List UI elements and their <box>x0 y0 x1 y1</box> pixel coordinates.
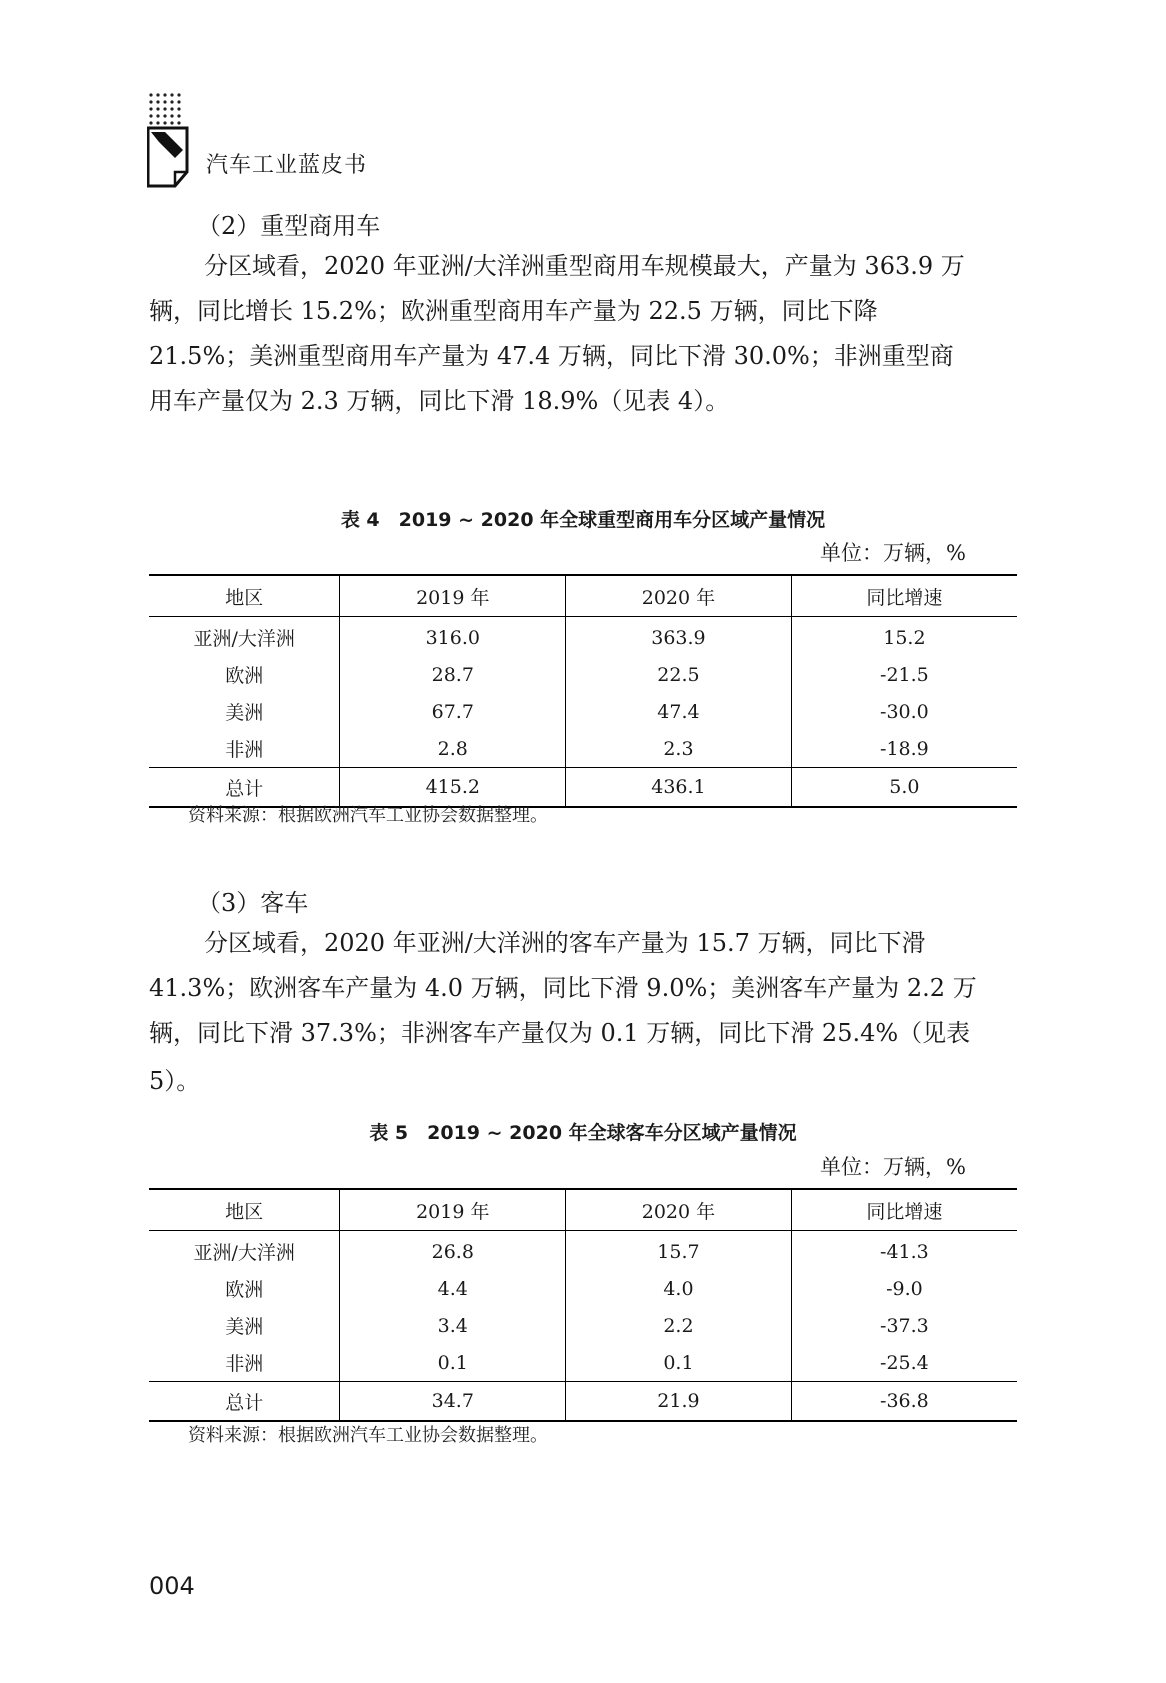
section-3-line-2: 41.3%；欧洲客车产量为 4.0 万辆，同比下滑 9.0%；美洲客车产量为 2.2 万 <box>149 974 977 1002</box>
cell-2020: 21.9 <box>566 1382 792 1422</box>
section-2-line-4: 用车产量仅为 2.3 万辆，同比下滑 18.9%（见表 4）。 <box>149 387 730 415</box>
cell-growth: -18.9 <box>791 730 1017 768</box>
cell-2020: 4.0 <box>566 1270 792 1307</box>
cell-2019: 2.8 <box>340 730 566 768</box>
cell-region: 亚洲/大洋洲 <box>193 1242 295 1264</box>
section-2-line-3: 21.5%；美洲重型商用车产量为 47.4 万辆，同比下滑 30.0%；非洲重型商 <box>149 342 954 370</box>
cell-2019: 3.4 <box>340 1307 566 1344</box>
cell-growth: -21.5 <box>791 656 1017 693</box>
column-header-2020: 2020 年 <box>566 575 792 617</box>
table-5-unit: 单位：万辆，% <box>820 1155 966 1179</box>
cell-2020: 47.4 <box>566 693 792 730</box>
column-header-region: 地区 <box>149 575 340 617</box>
table-row <box>149 1231 1017 1271</box>
table-5 <box>149 1188 1017 1422</box>
cell-2020: 2.2 <box>566 1307 792 1344</box>
column-header-2019: 2019 年 <box>340 1189 566 1231</box>
column-header-2020: 2020 年 <box>566 1189 792 1231</box>
cell-region: 美洲 <box>225 1316 264 1338</box>
section-3-line-3: 辆，同比下滑 37.3%；非洲客车产量仅为 0.1 万辆，同比下滑 25.4%（见表 5）。 <box>149 1019 971 1095</box>
cell-growth: -36.8 <box>791 1382 1017 1422</box>
cell-region: 总计 <box>149 768 340 808</box>
table-5-caption: 表 5 2019 ~ 2020 年全球客车分区域产量情况 <box>369 1122 797 1144</box>
table-4-source: 资料来源：根据欧洲汽车工业协会数据整理。 <box>188 805 548 826</box>
table-row <box>149 730 1017 768</box>
table-4-unit: 单位：万辆，% <box>820 541 966 565</box>
cell-growth: -37.3 <box>791 1307 1017 1344</box>
cell-region: 亚洲/大洋洲 <box>193 628 295 650</box>
cell-region: 总计 <box>149 1382 340 1422</box>
cell-region: 美洲 <box>225 702 264 724</box>
column-header-growth: 同比增速 <box>791 1189 1017 1231</box>
cell-growth: -30.0 <box>791 693 1017 730</box>
column-header-2019: 2019 年 <box>340 575 566 617</box>
book-corner-logo-icon <box>147 92 191 188</box>
table-row <box>149 1270 1017 1307</box>
section-2-heading: （2）重型商用车 <box>197 212 381 240</box>
page-number: 004 <box>149 1572 195 1600</box>
cell-2019: 415.2 <box>340 768 566 808</box>
table-4-caption: 表 4 2019 ~ 2020 年全球重型商用车分区域产量情况 <box>340 509 826 531</box>
running-header-title: 汽车工业蓝皮书 <box>206 153 368 178</box>
column-header-growth: 同比增速 <box>791 575 1017 617</box>
cell-2019: 28.7 <box>340 656 566 693</box>
cell-2019: 0.1 <box>340 1344 566 1382</box>
cell-2019: 67.7 <box>340 693 566 730</box>
table-header-row <box>149 1189 1017 1231</box>
column-header-region: 地区 <box>149 1189 340 1231</box>
cell-2020: 363.9 <box>566 617 792 657</box>
cell-region: 欧洲 <box>225 665 264 687</box>
cell-2020: 2.3 <box>566 730 792 768</box>
cell-growth: 5.0 <box>791 768 1017 808</box>
cell-region: 欧洲 <box>225 1279 264 1301</box>
section-3-heading: （3）客车 <box>197 889 309 917</box>
table-total-row <box>149 1382 1017 1422</box>
cell-2019: 34.7 <box>340 1382 566 1422</box>
cell-growth: -25.4 <box>791 1344 1017 1382</box>
cell-2019: 316.0 <box>340 617 566 657</box>
table-row <box>149 1307 1017 1344</box>
table-5-source: 资料来源：根据欧洲汽车工业协会数据整理。 <box>188 1425 548 1446</box>
table-4 <box>149 574 1017 808</box>
table-row <box>149 693 1017 730</box>
cell-2020: 15.7 <box>566 1231 792 1271</box>
cell-2019: 4.4 <box>340 1270 566 1307</box>
cell-region: 非洲 <box>225 1353 264 1375</box>
cell-2020: 0.1 <box>566 1344 792 1382</box>
table-row <box>149 1344 1017 1382</box>
cell-region: 非洲 <box>225 739 264 761</box>
table-row <box>149 617 1017 657</box>
cell-2020: 22.5 <box>566 656 792 693</box>
cell-growth: 15.2 <box>791 617 1017 657</box>
cell-growth: -9.0 <box>791 1270 1017 1307</box>
section-2-line-1: 分区域看，2020 年亚洲/大洋洲重型商用车规模最大，产量为 363.9 万 <box>204 252 965 280</box>
table-header-row <box>149 575 1017 617</box>
cell-2019: 26.8 <box>340 1231 566 1271</box>
section-2-line-2: 辆，同比增长 15.2%；欧洲重型商用车产量为 22.5 万辆，同比下降 <box>149 297 878 325</box>
cell-growth: -41.3 <box>791 1231 1017 1271</box>
cell-2020: 436.1 <box>566 768 792 808</box>
section-3-line-1: 分区域看，2020 年亚洲/大洋洲的客车产量为 15.7 万辆，同比下滑 <box>204 929 926 957</box>
table-row <box>149 656 1017 693</box>
